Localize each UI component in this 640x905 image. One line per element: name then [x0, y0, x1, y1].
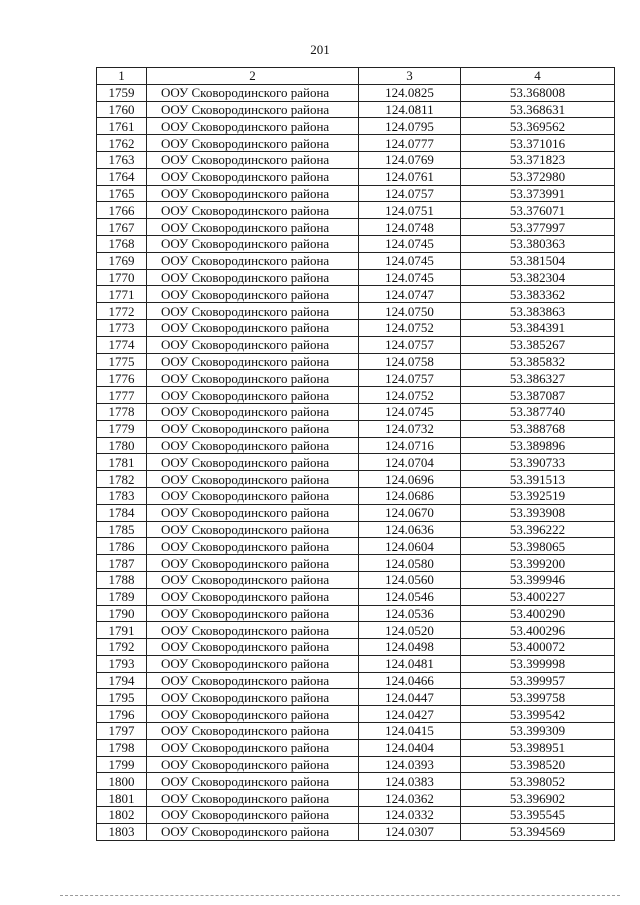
owner-name-cell: ООУ Сковородинского района	[147, 605, 359, 622]
coordinates-table	[96, 67, 615, 841]
point-number-cell: 1788	[97, 571, 147, 588]
point-number-cell: 1764	[97, 168, 147, 185]
latitude-cell: 53.399946	[461, 571, 615, 588]
longitude-cell: 124.0758	[359, 353, 461, 370]
latitude-cell: 53.395545	[461, 807, 615, 824]
table-row	[97, 437, 615, 454]
owner-name-cell: ООУ Сковородинского района	[147, 739, 359, 756]
owner-name-cell: ООУ Сковородинского района	[147, 555, 359, 572]
longitude-cell: 124.0393	[359, 756, 461, 773]
point-number-cell: 1775	[97, 353, 147, 370]
owner-name-cell: ООУ Сковородинского района	[147, 168, 359, 185]
table-row	[97, 370, 615, 387]
longitude-cell: 124.0769	[359, 151, 461, 168]
table-row	[97, 118, 615, 135]
latitude-cell: 53.400072	[461, 639, 615, 656]
owner-name-cell: ООУ Сковородинского района	[147, 403, 359, 420]
longitude-cell: 124.0536	[359, 605, 461, 622]
owner-name-cell: ООУ Сковородинского района	[147, 286, 359, 303]
latitude-cell: 53.400290	[461, 605, 615, 622]
point-number-cell: 1762	[97, 135, 147, 152]
point-number-cell: 1793	[97, 655, 147, 672]
owner-name-cell: ООУ Сковородинского района	[147, 487, 359, 504]
table-row	[97, 403, 615, 420]
longitude-cell: 124.0696	[359, 471, 461, 488]
point-number-cell: 1786	[97, 538, 147, 555]
table-row	[97, 353, 615, 370]
longitude-cell: 124.0704	[359, 454, 461, 471]
longitude-cell: 124.0745	[359, 403, 461, 420]
latitude-cell: 53.387087	[461, 387, 615, 404]
owner-name-cell: ООУ Сковородинского района	[147, 571, 359, 588]
owner-name-cell: ООУ Сковородинского района	[147, 370, 359, 387]
point-number-cell: 1765	[97, 185, 147, 202]
owner-name-cell: ООУ Сковородинского района	[147, 504, 359, 521]
latitude-cell: 53.398520	[461, 756, 615, 773]
point-number-cell: 1779	[97, 420, 147, 437]
longitude-cell: 124.0307	[359, 823, 461, 840]
latitude-cell: 53.369562	[461, 118, 615, 135]
longitude-cell: 124.0447	[359, 689, 461, 706]
latitude-cell: 53.400296	[461, 622, 615, 639]
table-header-row	[97, 68, 615, 85]
latitude-cell: 53.396222	[461, 521, 615, 538]
latitude-cell: 53.376071	[461, 202, 615, 219]
point-number-cell: 1771	[97, 286, 147, 303]
longitude-cell: 124.0636	[359, 521, 461, 538]
point-number-cell: 1760	[97, 101, 147, 118]
owner-name-cell: ООУ Сковородинского района	[147, 235, 359, 252]
latitude-cell: 53.384391	[461, 319, 615, 336]
latitude-cell: 53.390733	[461, 454, 615, 471]
owner-name-cell: ООУ Сковородинского района	[147, 437, 359, 454]
longitude-cell: 124.0811	[359, 101, 461, 118]
latitude-cell: 53.393908	[461, 504, 615, 521]
owner-name-cell: ООУ Сковородинского района	[147, 118, 359, 135]
longitude-cell: 124.0560	[359, 571, 461, 588]
longitude-cell: 124.0546	[359, 588, 461, 605]
longitude-cell: 124.0362	[359, 790, 461, 807]
owner-name-cell: ООУ Сковородинского района	[147, 790, 359, 807]
point-number-cell: 1800	[97, 773, 147, 790]
owner-name-cell: ООУ Сковородинского района	[147, 101, 359, 118]
latitude-cell: 53.399998	[461, 655, 615, 672]
point-number-cell: 1772	[97, 303, 147, 320]
point-number-cell: 1763	[97, 151, 147, 168]
point-number-cell: 1778	[97, 403, 147, 420]
table-row	[97, 807, 615, 824]
point-number-cell: 1782	[97, 471, 147, 488]
table-row	[97, 823, 615, 840]
point-number-cell: 1761	[97, 118, 147, 135]
longitude-cell: 124.0745	[359, 252, 461, 269]
latitude-cell: 53.394569	[461, 823, 615, 840]
table-row	[97, 487, 615, 504]
latitude-cell: 53.399200	[461, 555, 615, 572]
table-row	[97, 655, 615, 672]
owner-name-cell: ООУ Сковородинского района	[147, 185, 359, 202]
point-number-cell: 1791	[97, 622, 147, 639]
point-number-cell: 1795	[97, 689, 147, 706]
longitude-cell: 124.0795	[359, 118, 461, 135]
longitude-cell: 124.0332	[359, 807, 461, 824]
latitude-cell: 53.386327	[461, 370, 615, 387]
table-row	[97, 387, 615, 404]
table-row	[97, 706, 615, 723]
table-row	[97, 84, 615, 101]
column-header-2: 2	[147, 68, 359, 85]
table-row	[97, 286, 615, 303]
longitude-cell: 124.0748	[359, 219, 461, 236]
longitude-cell: 124.0686	[359, 487, 461, 504]
owner-name-cell: ООУ Сковородинского района	[147, 219, 359, 236]
table-row	[97, 756, 615, 773]
latitude-cell: 53.398951	[461, 739, 615, 756]
table-row	[97, 185, 615, 202]
longitude-cell: 124.0752	[359, 387, 461, 404]
longitude-cell: 124.0716	[359, 437, 461, 454]
latitude-cell: 53.372980	[461, 168, 615, 185]
point-number-cell: 1802	[97, 807, 147, 824]
longitude-cell: 124.0732	[359, 420, 461, 437]
longitude-cell: 124.0520	[359, 622, 461, 639]
table-row	[97, 168, 615, 185]
longitude-cell: 124.0604	[359, 538, 461, 555]
table-row	[97, 504, 615, 521]
column-header-3: 3	[359, 68, 461, 85]
table-body	[97, 84, 615, 840]
point-number-cell: 1785	[97, 521, 147, 538]
owner-name-cell: ООУ Сковородинского района	[147, 319, 359, 336]
point-number-cell: 1769	[97, 252, 147, 269]
table-row	[97, 790, 615, 807]
table-row	[97, 252, 615, 269]
owner-name-cell: ООУ Сковородинского района	[147, 202, 359, 219]
table-row	[97, 202, 615, 219]
latitude-cell: 53.400227	[461, 588, 615, 605]
table-row	[97, 303, 615, 320]
point-number-cell: 1803	[97, 823, 147, 840]
latitude-cell: 53.373991	[461, 185, 615, 202]
latitude-cell: 53.392519	[461, 487, 615, 504]
page-number: 201	[310, 42, 330, 57]
owner-name-cell: ООУ Сковородинского района	[147, 387, 359, 404]
table-row	[97, 471, 615, 488]
latitude-cell: 53.377997	[461, 219, 615, 236]
longitude-cell: 124.0466	[359, 672, 461, 689]
longitude-cell: 124.0747	[359, 286, 461, 303]
longitude-cell: 124.0745	[359, 269, 461, 286]
table-row	[97, 454, 615, 471]
table-row	[97, 538, 615, 555]
table-row	[97, 672, 615, 689]
latitude-cell: 53.385267	[461, 336, 615, 353]
latitude-cell: 53.371016	[461, 135, 615, 152]
table-row	[97, 639, 615, 656]
latitude-cell: 53.396902	[461, 790, 615, 807]
point-number-cell: 1776	[97, 370, 147, 387]
table-row	[97, 101, 615, 118]
latitude-cell: 53.385832	[461, 353, 615, 370]
point-number-cell: 1770	[97, 269, 147, 286]
point-number-cell: 1767	[97, 219, 147, 236]
longitude-cell: 124.0777	[359, 135, 461, 152]
longitude-cell: 124.0427	[359, 706, 461, 723]
latitude-cell: 53.383362	[461, 286, 615, 303]
point-number-cell: 1801	[97, 790, 147, 807]
table-row	[97, 235, 615, 252]
point-number-cell: 1768	[97, 235, 147, 252]
owner-name-cell: ООУ Сковородинского района	[147, 588, 359, 605]
owner-name-cell: ООУ Сковородинского района	[147, 135, 359, 152]
longitude-cell: 124.0404	[359, 739, 461, 756]
latitude-cell: 53.399758	[461, 689, 615, 706]
owner-name-cell: ООУ Сковородинского района	[147, 471, 359, 488]
owner-name-cell: ООУ Сковородинского района	[147, 639, 359, 656]
latitude-cell: 53.399309	[461, 723, 615, 740]
column-header-1: 1	[97, 68, 147, 85]
owner-name-cell: ООУ Сковородинского района	[147, 151, 359, 168]
longitude-cell: 124.0757	[359, 336, 461, 353]
table-row	[97, 135, 615, 152]
latitude-cell: 53.399542	[461, 706, 615, 723]
owner-name-cell: ООУ Сковородинского района	[147, 420, 359, 437]
longitude-cell: 124.0383	[359, 773, 461, 790]
owner-name-cell: ООУ Сковородинского района	[147, 672, 359, 689]
point-number-cell: 1799	[97, 756, 147, 773]
table-row	[97, 588, 615, 605]
owner-name-cell: ООУ Сковородинского района	[147, 807, 359, 824]
longitude-cell: 124.0757	[359, 370, 461, 387]
owner-name-cell: ООУ Сковородинского района	[147, 756, 359, 773]
point-number-cell: 1792	[97, 639, 147, 656]
table-row	[97, 723, 615, 740]
latitude-cell: 53.380363	[461, 235, 615, 252]
column-header-4: 4	[461, 68, 615, 85]
owner-name-cell: ООУ Сковородинского района	[147, 655, 359, 672]
table-row	[97, 739, 615, 756]
owner-name-cell: ООУ Сковородинского района	[147, 706, 359, 723]
point-number-cell: 1780	[97, 437, 147, 454]
point-number-cell: 1759	[97, 84, 147, 101]
point-number-cell: 1784	[97, 504, 147, 521]
point-number-cell: 1798	[97, 739, 147, 756]
owner-name-cell: ООУ Сковородинского района	[147, 823, 359, 840]
latitude-cell: 53.388768	[461, 420, 615, 437]
page-bottom-rule	[60, 895, 620, 896]
latitude-cell: 53.398052	[461, 773, 615, 790]
latitude-cell: 53.368631	[461, 101, 615, 118]
owner-name-cell: ООУ Сковородинского района	[147, 538, 359, 555]
latitude-cell: 53.399957	[461, 672, 615, 689]
table-row	[97, 605, 615, 622]
table-row	[97, 151, 615, 168]
owner-name-cell: ООУ Сковородинского района	[147, 269, 359, 286]
latitude-cell: 53.391513	[461, 471, 615, 488]
point-number-cell: 1796	[97, 706, 147, 723]
latitude-cell: 53.398065	[461, 538, 615, 555]
owner-name-cell: ООУ Сковородинского района	[147, 454, 359, 471]
latitude-cell: 53.389896	[461, 437, 615, 454]
owner-name-cell: ООУ Сковородинского района	[147, 773, 359, 790]
point-number-cell: 1787	[97, 555, 147, 572]
longitude-cell: 124.0481	[359, 655, 461, 672]
owner-name-cell: ООУ Сковородинского района	[147, 723, 359, 740]
longitude-cell: 124.0745	[359, 235, 461, 252]
point-number-cell: 1790	[97, 605, 147, 622]
latitude-cell: 53.381504	[461, 252, 615, 269]
longitude-cell: 124.0752	[359, 319, 461, 336]
owner-name-cell: ООУ Сковородинского района	[147, 521, 359, 538]
latitude-cell: 53.387740	[461, 403, 615, 420]
longitude-cell: 124.0825	[359, 84, 461, 101]
longitude-cell: 124.0757	[359, 185, 461, 202]
table-row	[97, 269, 615, 286]
point-number-cell: 1766	[97, 202, 147, 219]
owner-name-cell: ООУ Сковородинского района	[147, 689, 359, 706]
longitude-cell: 124.0670	[359, 504, 461, 521]
table-row	[97, 555, 615, 572]
point-number-cell: 1773	[97, 319, 147, 336]
owner-name-cell: ООУ Сковородинского района	[147, 303, 359, 320]
owner-name-cell: ООУ Сковородинского района	[147, 252, 359, 269]
owner-name-cell: ООУ Сковородинского района	[147, 336, 359, 353]
table-row	[97, 521, 615, 538]
longitude-cell: 124.0498	[359, 639, 461, 656]
latitude-cell: 53.383863	[461, 303, 615, 320]
table-row	[97, 219, 615, 236]
table-row	[97, 336, 615, 353]
owner-name-cell: ООУ Сковородинского района	[147, 353, 359, 370]
table-row	[97, 622, 615, 639]
table-row	[97, 319, 615, 336]
latitude-cell: 53.382304	[461, 269, 615, 286]
longitude-cell: 124.0761	[359, 168, 461, 185]
latitude-cell: 53.368008	[461, 84, 615, 101]
owner-name-cell: ООУ Сковородинского района	[147, 622, 359, 639]
table-row	[97, 689, 615, 706]
longitude-cell: 124.0751	[359, 202, 461, 219]
longitude-cell: 124.0750	[359, 303, 461, 320]
table-row	[97, 773, 615, 790]
point-number-cell: 1783	[97, 487, 147, 504]
point-number-cell: 1789	[97, 588, 147, 605]
point-number-cell: 1797	[97, 723, 147, 740]
table-row	[97, 571, 615, 588]
point-number-cell: 1777	[97, 387, 147, 404]
longitude-cell: 124.0415	[359, 723, 461, 740]
longitude-cell: 124.0580	[359, 555, 461, 572]
latitude-cell: 53.371823	[461, 151, 615, 168]
point-number-cell: 1774	[97, 336, 147, 353]
point-number-cell: 1794	[97, 672, 147, 689]
point-number-cell: 1781	[97, 454, 147, 471]
table-row	[97, 420, 615, 437]
owner-name-cell: ООУ Сковородинского района	[147, 84, 359, 101]
